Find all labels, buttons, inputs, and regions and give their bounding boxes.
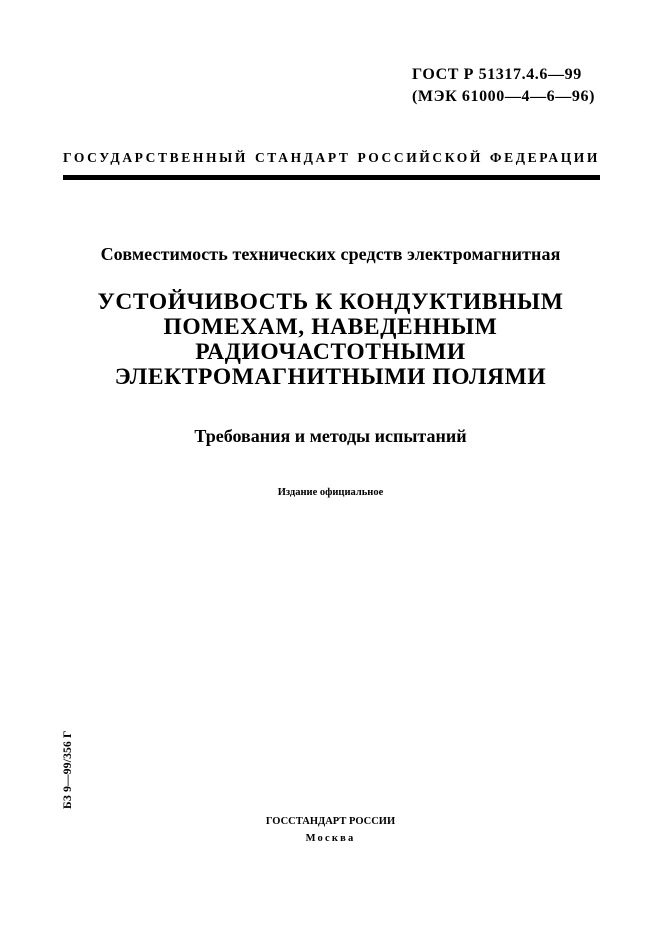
title-line-2: ПОМЕХАМ, НАВЕДЕННЫМ xyxy=(163,314,498,340)
edition-note: Издание официальное xyxy=(277,487,384,498)
header-divider xyxy=(63,175,600,180)
document-title xyxy=(0,290,661,390)
document-subject: Совместимость технических средств электромагнитная xyxy=(100,244,561,264)
standard-number: ГОСТ Р 51317.4.6—99 xyxy=(411,66,582,83)
title-line-4: ЭЛЕКТРОМАГНИТНЫМИ ПОЛЯМИ xyxy=(114,364,547,390)
side-catalog-code: БЗ 9—99/356 Г xyxy=(62,730,74,809)
publisher-city: Москва xyxy=(305,833,356,844)
state-standard-heading: ГОСУДАРСТВЕННЫЙ СТАНДАРТ РОССИЙСКОЙ ФЕДЕРАЦИИ xyxy=(63,150,600,165)
publisher-block xyxy=(0,813,661,847)
publisher-name: ГОССТАНДАРТ РОССИИ xyxy=(265,816,396,827)
document-subtitle: Требования и методы испытаний xyxy=(194,426,467,446)
title-line-3: РАДИОЧАСТОТНЫМИ xyxy=(195,339,466,365)
title-line-1: УСТОЙЧИВОСТЬ К КОНДУКТИВНЫМ xyxy=(97,289,564,315)
iec-equivalent-number: (МЭК 61000—4—6—96) xyxy=(411,88,595,105)
standard-designation xyxy=(412,64,595,108)
